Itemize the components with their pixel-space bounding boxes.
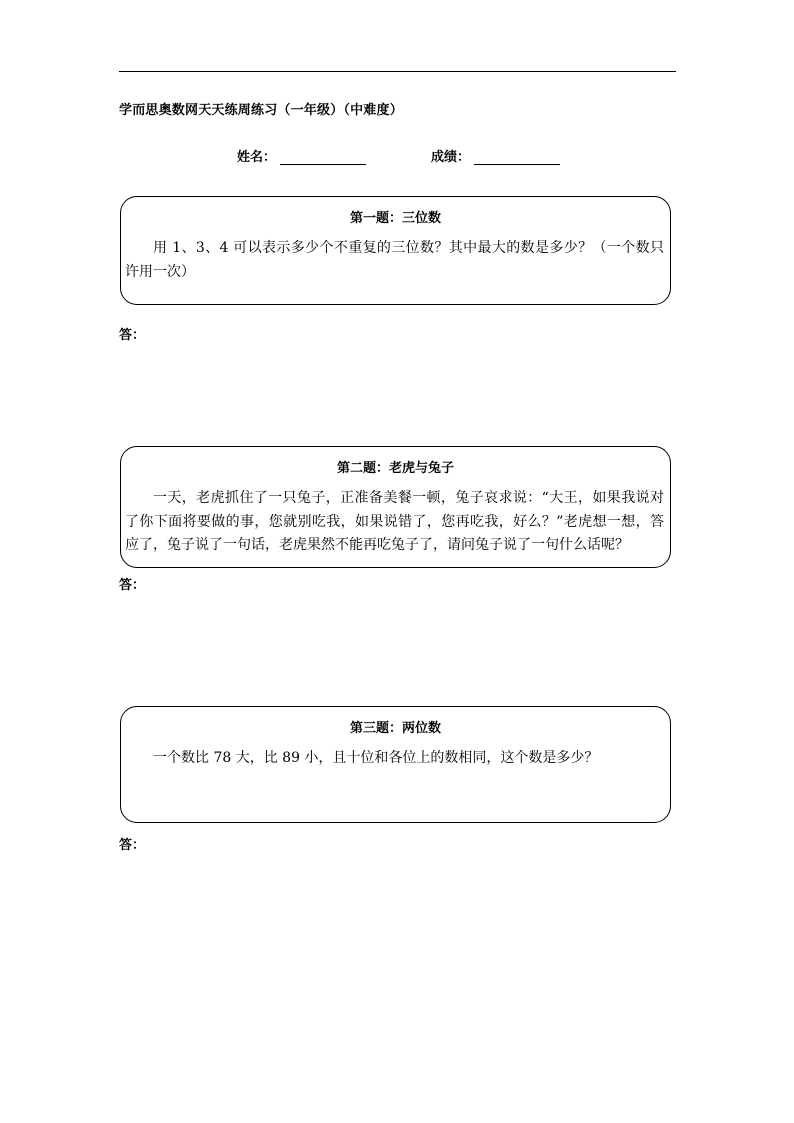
answer-label: 答：: [119, 578, 146, 593]
page-title: 学而思奥数网天天练周练习（一年级）（中难度）: [119, 103, 403, 118]
question-title: 第三题：两位数: [349, 721, 441, 736]
answer-label: 答：: [119, 838, 146, 853]
answer-label: 答：: [119, 328, 146, 343]
question-title: 第二题：老虎与兔子: [336, 461, 454, 476]
score-label: 成绩：: [431, 150, 471, 165]
header-rule: [119, 71, 676, 72]
question-text: 一天，老虎抓住了一只兔子，正准备美餐一顿，兔子哀求说：“大王，如果我说对了你下面将要做的事，您就别吃我，如果说错了，您再吃我，好么？”老虎想一想，答应了，兔子说了一句话，老虎果然不能再吃兔子了，请问兔子说了一句什么话呢？: [125, 490, 664, 553]
name-label: 姓名：: [237, 150, 277, 165]
question-text: 一个数比 78 大，比 89 小，且十位和各位上的数相同，这个数是多少？: [153, 750, 599, 766]
question-title: 第一题：三位数: [349, 211, 441, 226]
question-box-2: [120, 446, 671, 568]
question-text: 用 1、3、4 可以表示多少个不重复的三位数？其中最大的数是多少？（一个数只许用一次）: [125, 240, 664, 280]
name-blank-line[interactable]: [280, 150, 366, 165]
name-field: [237, 146, 366, 165]
question-box-1: [120, 196, 671, 305]
score-blank-line[interactable]: [474, 150, 560, 165]
score-field: [431, 146, 560, 165]
question-box-3: [120, 706, 671, 823]
